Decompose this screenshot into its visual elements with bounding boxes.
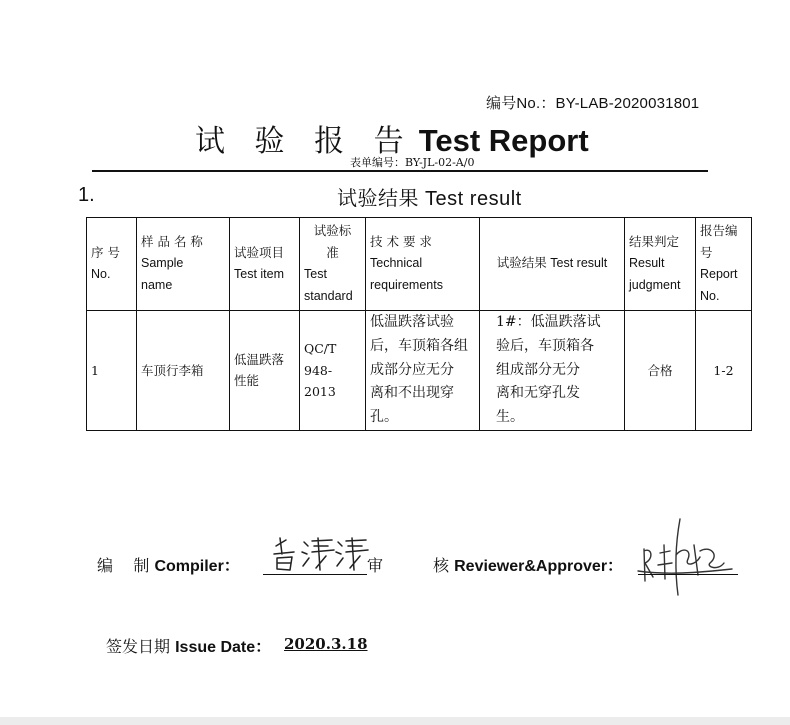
title-chinese: 试 验 报 告 (195, 124, 414, 159)
reviewer-signature (636, 515, 736, 601)
report-number: 编号No.：BY-LAB-2020031801 (486, 95, 700, 112)
shen-character: 审 (367, 556, 384, 575)
cell-test-standard: QC/T 948-2013 (300, 311, 366, 431)
table-row (87, 311, 752, 431)
header-test-result: 试验结果 Test result (480, 218, 625, 311)
reviewer-label: 核 Reviewer&Approver： (433, 556, 624, 575)
result-table (86, 217, 752, 431)
title-english: Test Report (418, 123, 589, 158)
cell-test-item: 低温跌落 性能 (230, 311, 300, 431)
section-title: 试验结果 Test result (337, 188, 522, 210)
header-test-item: 试验项目 Test item (230, 218, 300, 311)
bottom-scroll-strip (0, 717, 790, 725)
cell-sample-name: 车顶行李箱 (137, 311, 230, 431)
cell-technical-requirements: 低温跌落试验 后，车顶箱各组 成部分应无分 离和不出现穿 孔。 (366, 311, 480, 431)
header-sample-name: 样 品 名 称 Sample name (137, 218, 230, 311)
issue-date-value: 2020.3.18 (284, 635, 368, 653)
header-no: 序 号 No. (87, 218, 137, 311)
title-divider (92, 170, 708, 172)
compiler-signature-line (263, 574, 367, 575)
issue-date-label: 签发日期 Issue Date： (106, 637, 272, 656)
table-header-row (87, 218, 752, 311)
compiler-label: 编 制 Compiler： (97, 556, 240, 575)
header-result-judgment: 结果判定 Result judgment (625, 218, 696, 311)
cell-no: 1 (87, 311, 137, 431)
header-technical-requirements: 技 术 要 求 Technical requirements (366, 218, 480, 311)
compiler-signature (268, 532, 370, 576)
cell-result-judgment: 合格 (625, 311, 696, 431)
cell-report-no: 1-2 (696, 311, 752, 431)
form-code: 表单编号：BY-JL-02-A/0 (350, 156, 475, 169)
reviewer-signature-line (638, 574, 738, 575)
cell-test-result: 1#：低温跌落试 验后，车顶箱各 组成部分无分 离和无穿孔发 生。 (480, 311, 625, 431)
section-number: 1. (78, 184, 95, 206)
header-report-no: 报告编 号 Report No. (696, 218, 752, 311)
header-test-standard: 试验标 准 Test standard (300, 218, 366, 311)
